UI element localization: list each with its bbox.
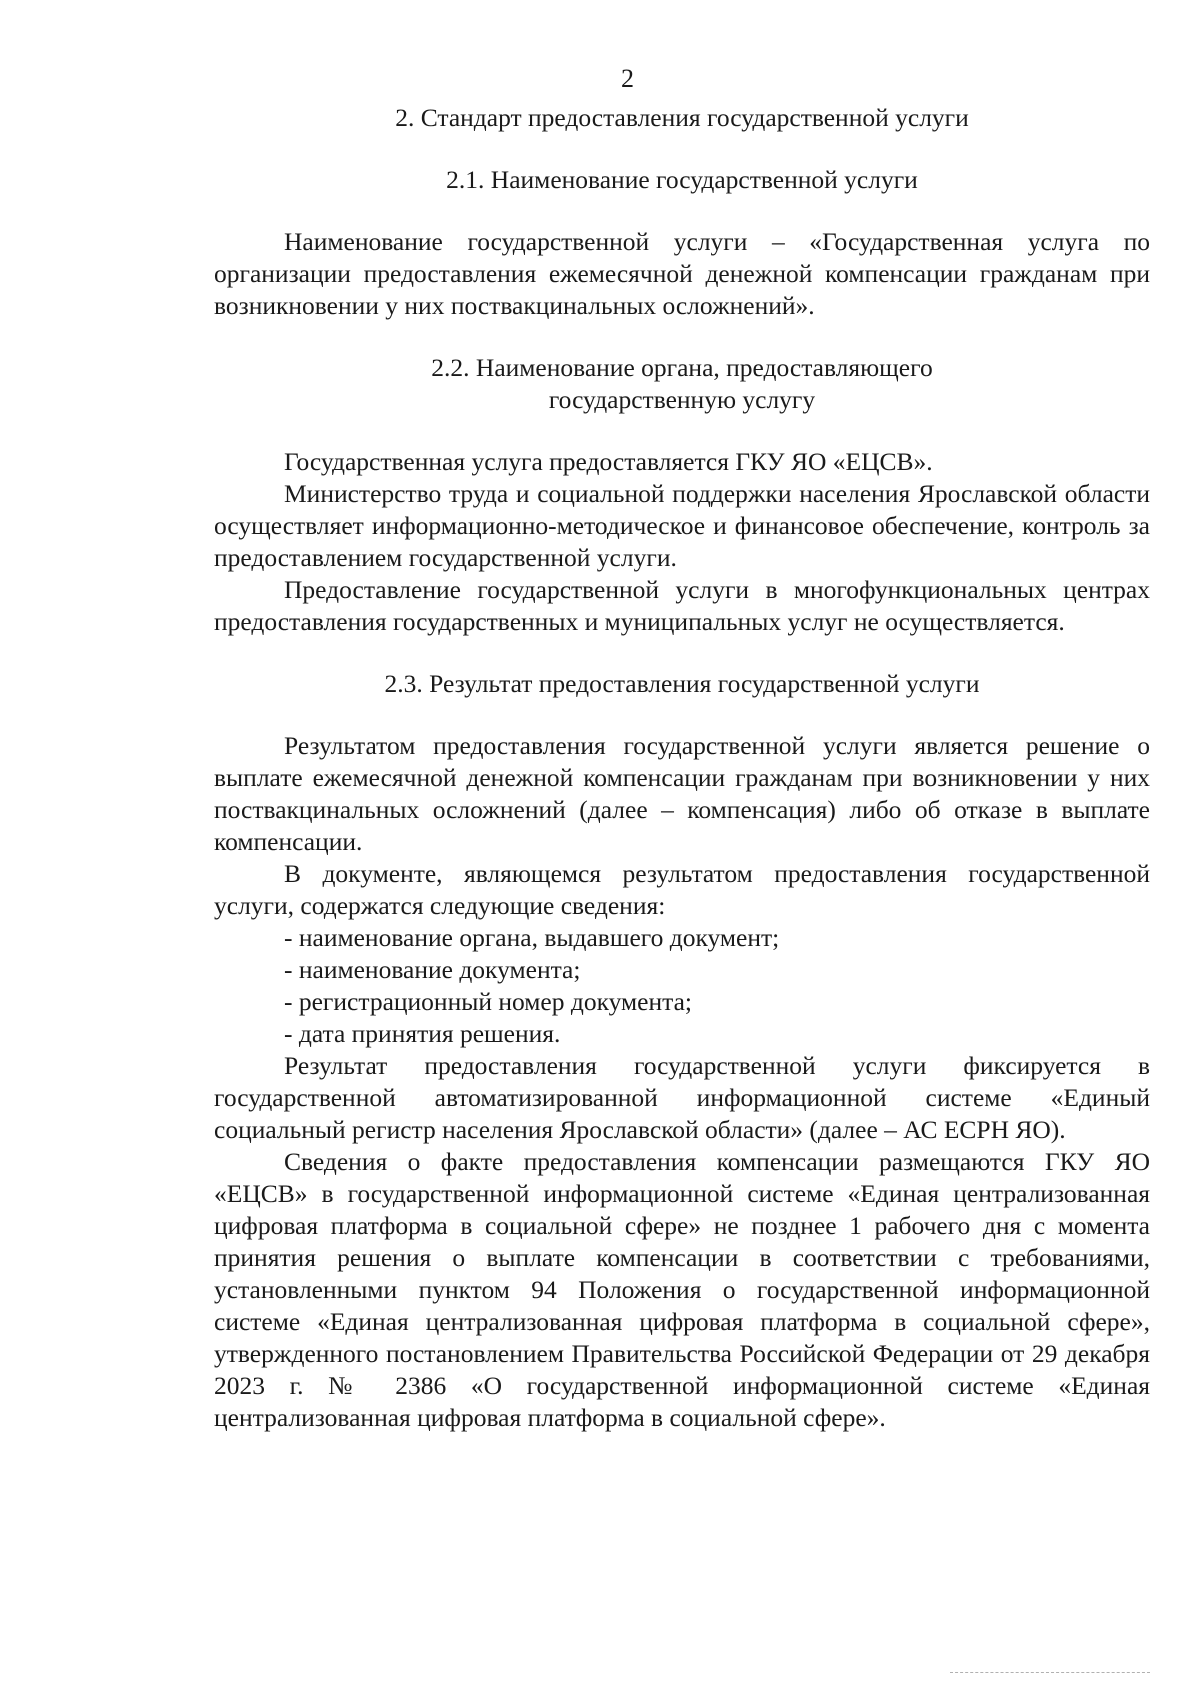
- list-item: - наименование органа, выдавшего документ;: [284, 923, 780, 952]
- heading-2-3: 2.3. Результат предоставления государственной услуги: [384, 669, 980, 698]
- footer-rule: [950, 1672, 1150, 1673]
- heading-2-2-line1: 2.2. Наименование органа, предоставляющего: [431, 353, 933, 382]
- heading-2-2: [214, 352, 1150, 416]
- paragraph-2-3-result: Результатом предоставления государственной услуги является решение о выплате ежемесячной денежной компенсации гражданам при возникновении у них поствакцинальных осложнений (далее – компенсация) либо об отказе в выплате компенсации.: [214, 731, 1150, 856]
- section-title: 2. Стандарт предоставления государственной услуги: [395, 103, 969, 132]
- paragraph-2-3-egisso: Сведения о факте предоставления компенсации размещаются ГКУ ЯО «ЕЦСВ» в государственной информационной системе «Единая централизованная цифровая платформа в социальной сфере» не позднее 1 рабочего дня с момента принятия решения о выплате компенсации в соответствии с требованиями, установленными пунктом 94 Положения о государственной информационной системе «Единая централизованная цифровая платформа в социальной сфере», утвержденного постановлением Правительства Российской Федерации от 29 декабря 2023 г. № 2386 «О государственной информационной системе «Единая централизованная цифровая платформа в социальной сфере».: [214, 1147, 1150, 1432]
- paragraph-2-3-document: В документе, являющемся результатом предоставления государственной услуги, содержатся следующие сведения:: [214, 859, 1150, 920]
- paragraph-2-2-mfc: Предоставление государственной услуги в многофункциональных центрах предоставления государственных и муниципальных услуг не осуществляется.: [214, 575, 1150, 636]
- paragraph-2-1-name: Наименование государственной услуги – «Государственная услуга по организации предоставления ежемесячной денежной компенсации гражданам при возникновении у них поствакцинальных осложнений».: [214, 227, 1150, 320]
- paragraph-2-2-ministry: Министерство труда и социальной поддержки населения Ярославской области осуществляет информационно-методическое и финансовое обеспечение, контроль за предоставлением государственной услуги.: [214, 479, 1150, 572]
- document-body: [214, 102, 1150, 1434]
- paragraph-2-3-registry: Результат предоставления государственной услуги фиксируется в государственной автоматизированной информационной системе «Единый социальный регистр населения Ярославской области» (далее – АС ЕСРН ЯО).: [214, 1051, 1150, 1144]
- result-info-list: [214, 922, 1150, 1050]
- heading-2-2-line2: государственную услугу: [548, 385, 816, 414]
- list-item: - дата принятия решения.: [284, 1019, 561, 1048]
- heading-2-1: 2.1. Наименование государственной услуги: [446, 165, 918, 194]
- list-item: - регистрационный номер документа;: [284, 987, 692, 1016]
- page-number: 2: [621, 64, 634, 93]
- list-item: - наименование документа;: [284, 955, 581, 984]
- paragraph-2-2-provider: Государственная услуга предоставляется ГКУ ЯО «ЕЦСВ».: [284, 447, 933, 476]
